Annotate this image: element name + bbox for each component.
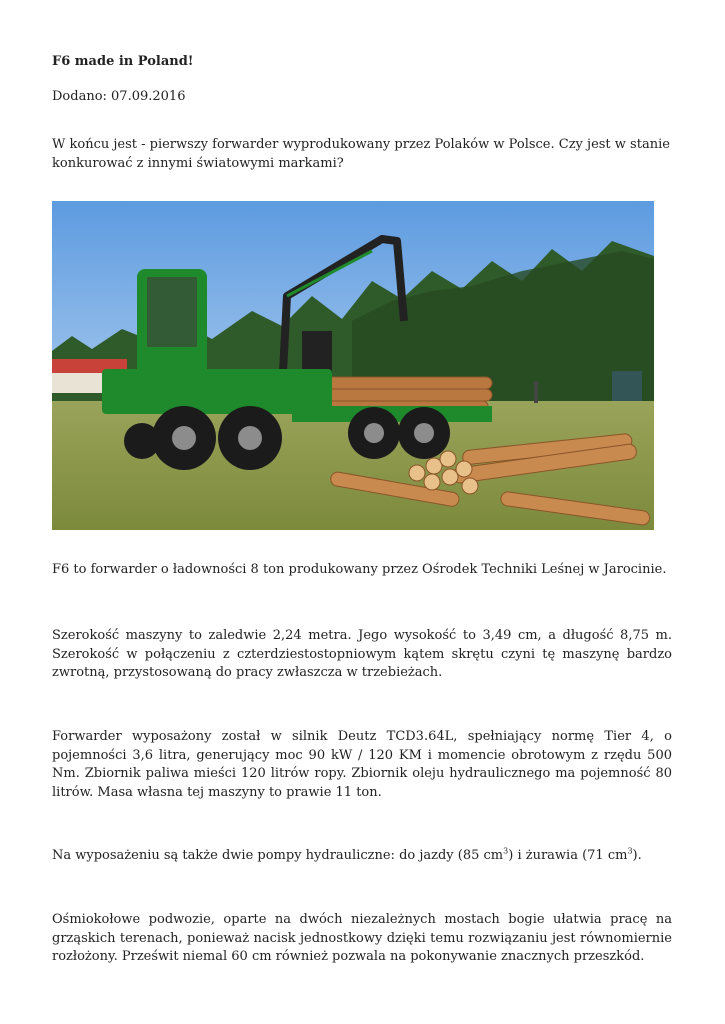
forwarder-photo	[52, 201, 654, 530]
pumps-text-c: ).	[632, 848, 642, 863]
paragraph-capacity: F6 to forwarder o ładowności 8 ton produkowany przez Ośrodek Techniki Leśnej w Jarocinie.	[52, 562, 667, 577]
paragraph-chassis: Ośmiokołowe podwozie, oparte na dwóch niezależnych mostach bogie ułatwia pracę na grząskich terenach, ponieważ nacisk jednostkowy dzięki temu rozwiązaniu jest równomiernie rozłożony. Prześwit niemal 60 cm również pozwala na pokonywanie znacznych przeszkód.	[52, 912, 672, 964]
article-title: F6 made in Poland!	[52, 54, 194, 69]
article-date: Dodano: 07.09.2016	[52, 89, 186, 104]
intro-paragraph: W końcu jest - pierwszy forwarder wyprodukowany przez Polaków w Polsce. Czy jest w stanie konkurować z innymi światowymi markami?	[52, 137, 670, 171]
pumps-text-b: ) i żurawia (71 cm	[508, 848, 628, 863]
paragraph-engine: Forwarder wyposażony został w silnik Deutz TCD3.64L, spełniający normę Tier 4, o pojemności 3,6 litra, generujący moc 90 kW / 120 KM i momencie obrotowym z rzędu 500 Nm. Zbiornik paliwa mieści 120 litrów ropy. Zbiornik oleju hydraulicznego ma pojemność 80 litrów. Masa własna tej maszyny to prawie 11 ton.	[52, 729, 672, 800]
paragraph-dimensions: Szerokość maszyny to zaledwie 2,24 metra. Jego wysokość to 3,49 cm, a długość 8,75 m. Szerokość w połączeniu z czterdziestostopniowym kątem skrętu czyni tę maszynę bardzo zwrotną, przystosowaną do pracy zwłaszcza w trzebieżach.	[52, 628, 672, 680]
paragraph-pumps	[52, 847, 672, 866]
unit-superscript: 3	[503, 846, 509, 856]
pumps-text-a: Na wyposażeniu są także dwie pompy hydrauliczne: do jazdy (85 cm	[52, 848, 504, 863]
unit-superscript: 3	[627, 846, 633, 856]
